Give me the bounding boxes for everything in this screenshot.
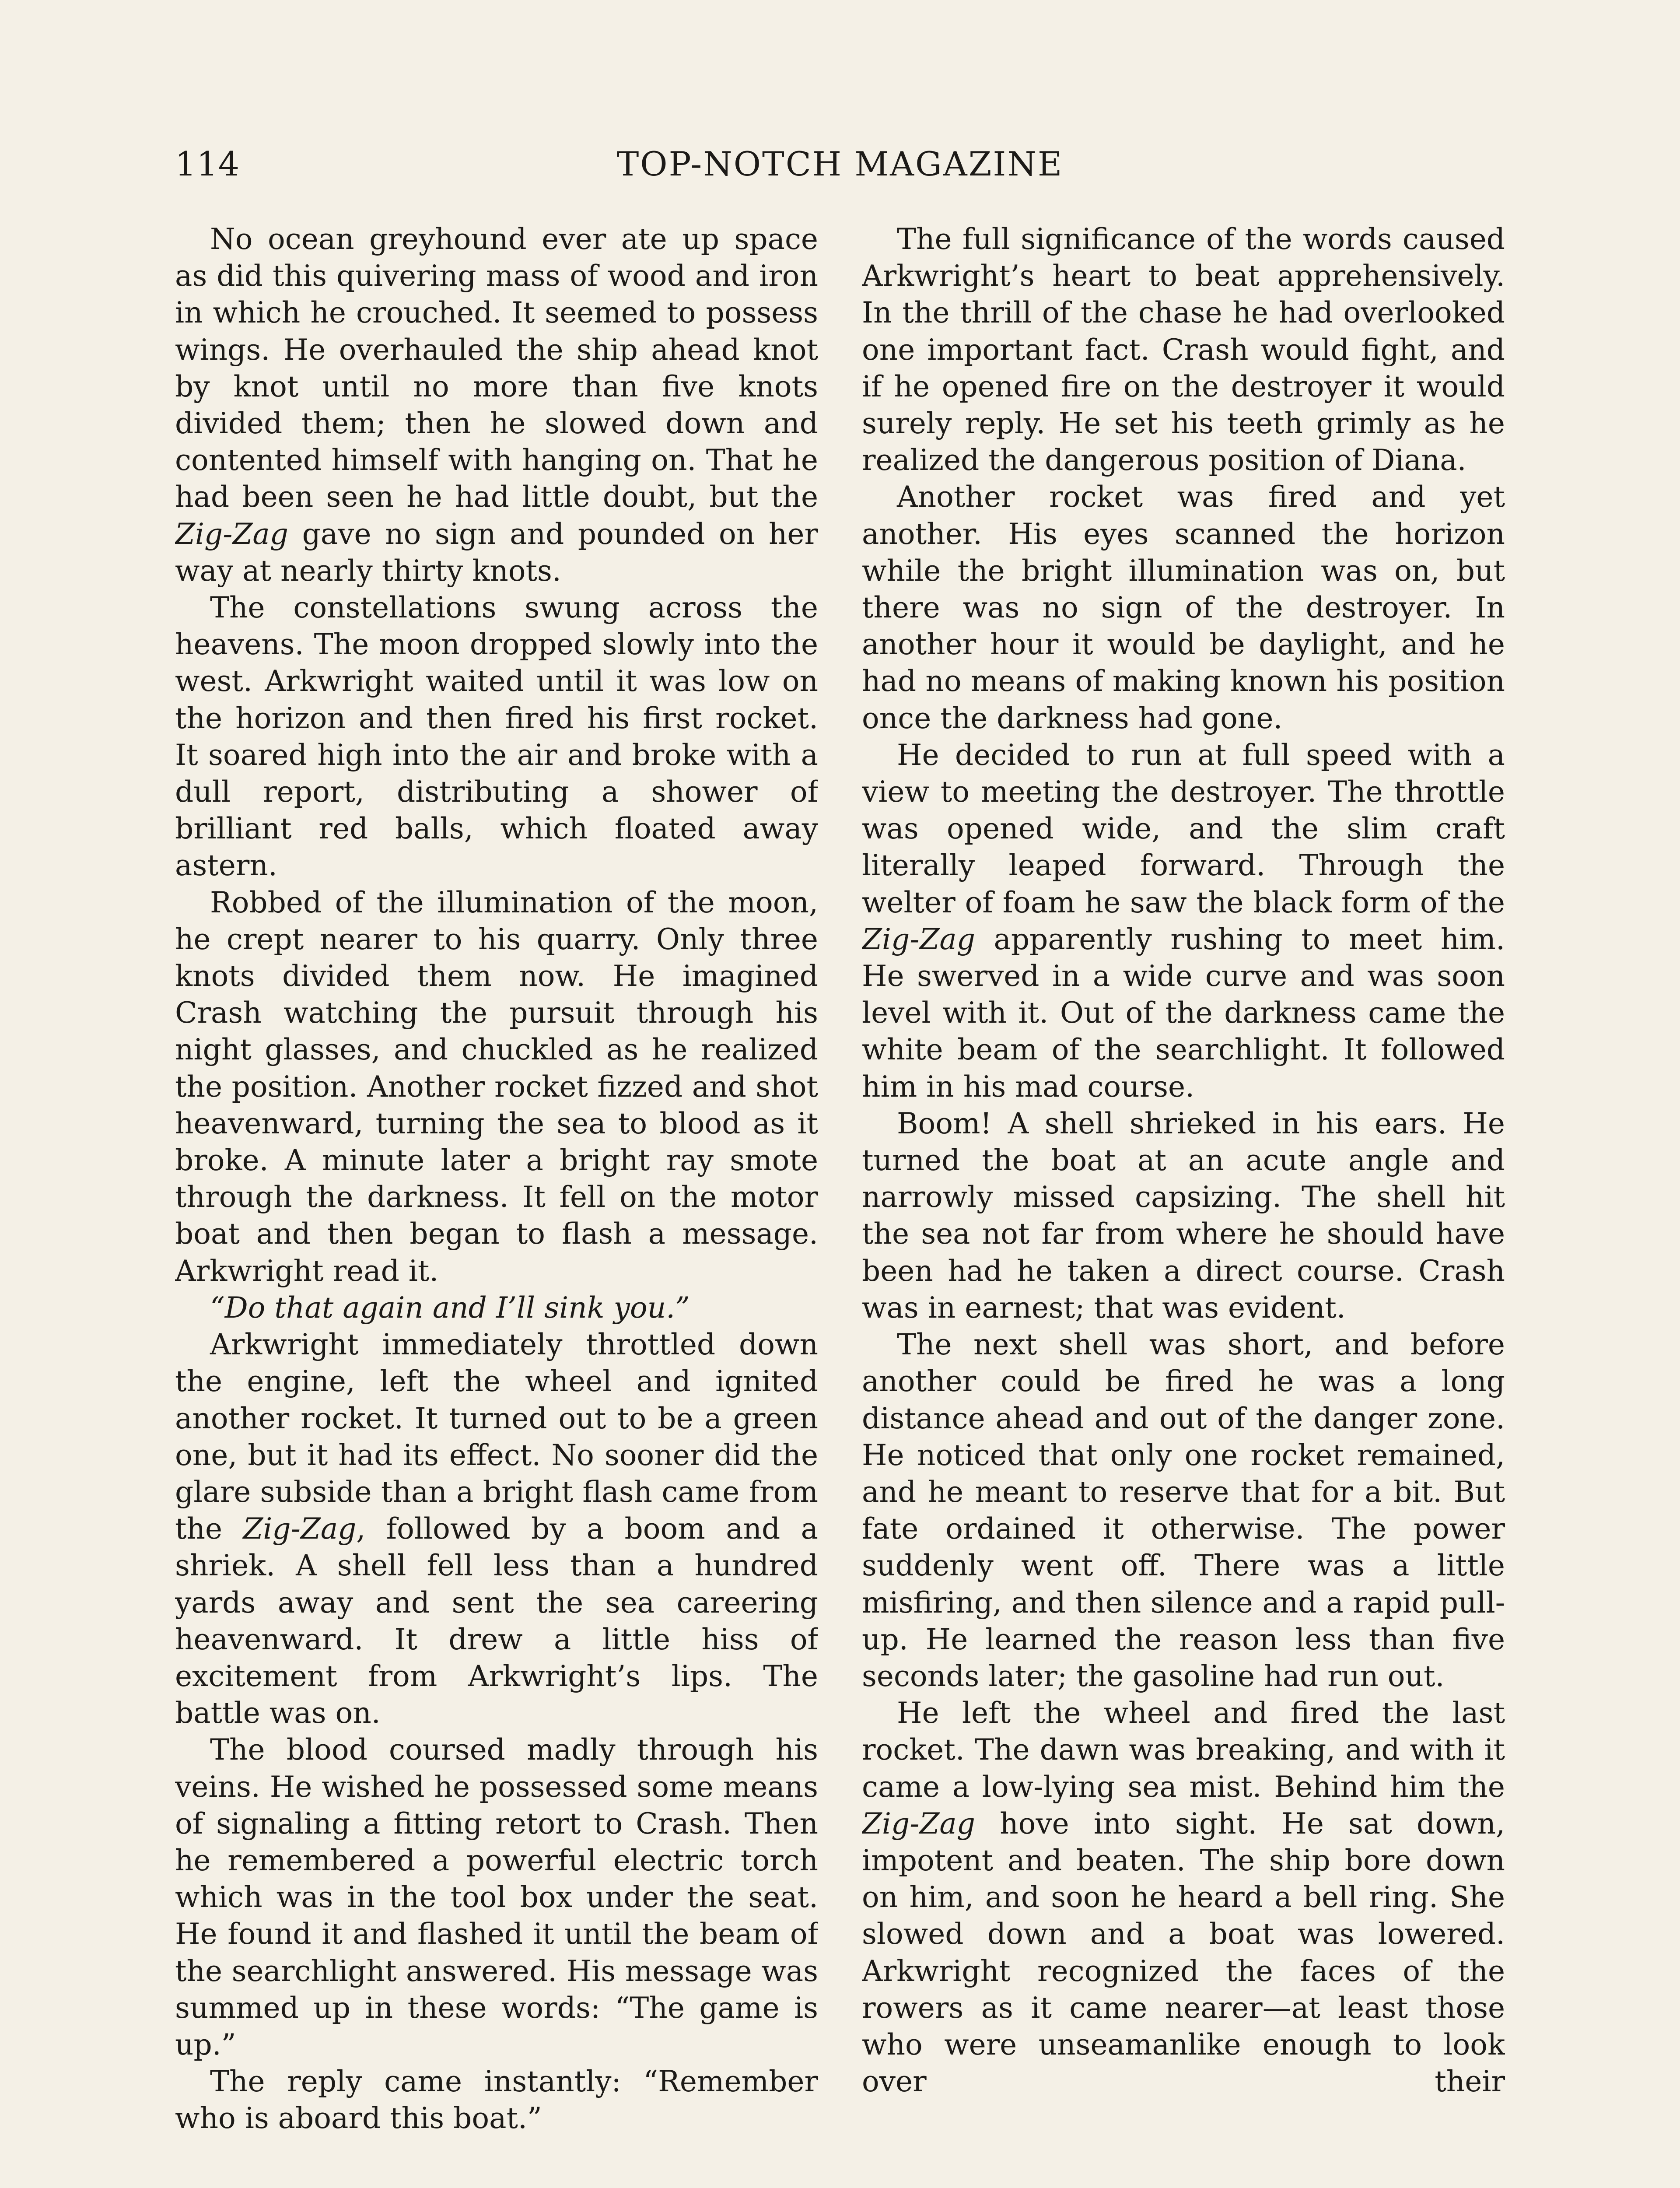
magazine-title: TOP-NOTCH MAGAZINE <box>616 144 1064 183</box>
paragraph: The reply came instantly: “Remember who is aboard this boat.” <box>175 2065 818 2135</box>
page-header <box>175 144 1505 193</box>
paragraph: He left the wheel and fired the last rocket. The dawn was breaking, and with it came a low-lying sea mist. Behind him the Zig-Zag hove into sight. He sat down, impotent and beaten. The ship bore down on him, and soon he heard a bell ring. She slowed down and a boat was lowered. Arkwright recognized the faces of the rowers as it came nearer—at least those who were unseamanlike enough to look over their <box>862 1696 1505 2099</box>
left-column <box>175 221 818 2188</box>
page-number: 114 <box>175 144 240 183</box>
paragraph: Arkwright immediately throttled down the engine, left the wheel and ignited another rocket. It turned out to be a green one, but it had its effect. No sooner did the glare subside than a bright flash came from the Zig-Zag, followed by a boom and a shriek. A shell fell less than a hundred yards away and sent the sea careering heavenward. It drew a little hiss of excitement from Arkwright’s lips. The battle was on. <box>175 1328 818 1730</box>
ship-name: Zig-Zag <box>175 517 288 551</box>
paragraph: The constellations swung across the heavens. The moon dropped slowly into the west. Arkwright waited until it was low on the horizon and then fired his first rocket. It soared high into the air and broke with a dull report, distributing a shower of brilliant red balls, which floated away astern. <box>175 591 818 883</box>
paragraph: The full significance of the words caused Arkwright’s heart to beat apprehensively. In the thrill of the chase he had overlooked one important fact. Crash would fight, and if he opened fire on the destroyer it would surely reply. He set his teeth grimly as he realized the dangerous position of Diana. <box>862 222 1505 477</box>
ship-name: Zig-Zag <box>243 1512 357 1546</box>
paragraph: Another rocket was fired and yet another. His eyes scanned the horizon while the bright illumination was on, but there was no sign of the destroyer. In another hour it would be daylight, and he had no means of making known his position once the darkness had gone. <box>862 480 1505 735</box>
paragraph: No ocean greyhound ever ate up space as did this quivering mass of wood and iron in which he crouched. It seemed to possess wings. He overhauled the ship ahead knot by knot until no more than five knots divided them; then he slowed down and contented himself with hanging on. That he had been seen he had little doubt, but the Zig-Zag gave no sign and pounded on her way at nearly thirty knots. <box>175 222 818 588</box>
paragraph: The blood coursed madly through his veins. He wished he possessed some means of signaling a fitting retort to Crash. Then he remembered a powerful electric torch which was in the tool box under the seat. He found it and flashed it until the beam of the searchlight answered. His message was summed up in these words: “The game is up.” <box>175 1733 818 2062</box>
paragraph-quote: “Do that again and I’ll sink you.” <box>210 1290 690 1325</box>
paragraph: Boom! A shell shrieked in his ears. He turned the boat at an acute angle and narrowly missed capsizing. The shell hit the sea not far from where he should have been had he taken a direct course. Crash was in earnest; that was evident. <box>862 1106 1505 1325</box>
paragraph: Robbed of the illumination of the moon, he crept nearer to his quarry. Only three knots divided them now. He imagined Crash watching the pursuit through his night glasses, and chuckled as he realized the position. Another rocket fizzed and shot heavenward, turning the sea to blood as it broke. A minute later a bright ray smote through the darkness. It fell on the motor boat and then began to flash a message. Arkwright read it. <box>175 885 818 1288</box>
paragraph: The next shell was short, and before another could be fired he was a long distance ahead and out of the danger zone. He noticed that only one rocket remained, and he meant to reserve that for a bit. But fate ordained it otherwise. The power suddenly went off. There was a little misfiring, and then silence and a rapid pull-up. He learned the reason less than five seconds later; the gasoline had run out. <box>862 1328 1505 1693</box>
article-body <box>175 221 1505 2188</box>
ship-name: Zig-Zag <box>862 1806 975 1841</box>
ship-name: Zig-Zag <box>862 922 975 956</box>
right-column <box>862 221 1505 2188</box>
paragraph: He decided to run at full speed with a view to meeting the destroyer. The throttle was opened wide, and the slim craft literally leaped forward. Through the welter of foam he saw the black form of the Zig-Zag apparently rushing to meet him. He swerved in a wide curve and was soon level with it. Out of the darkness came the white beam of the searchlight. It followed him in his mad course. <box>862 738 1505 1104</box>
